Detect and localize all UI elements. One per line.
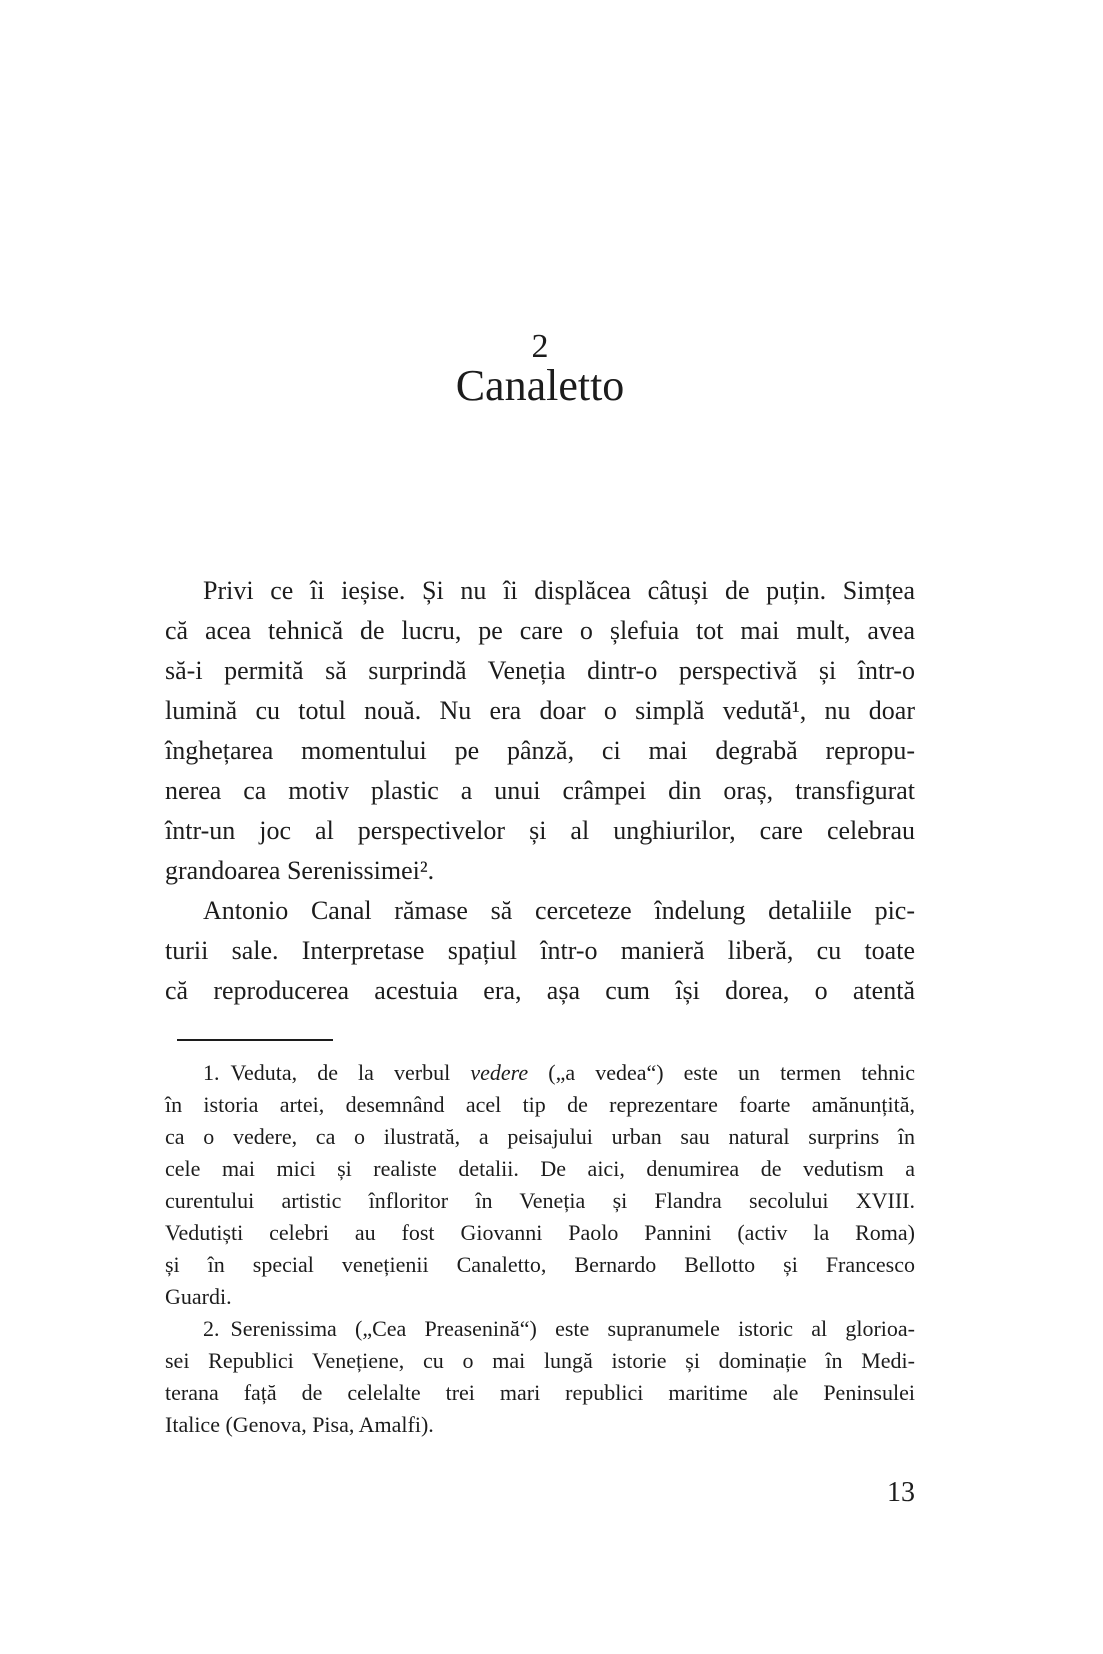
body-line: Privi ce îi ieșise. Și nu îi displăcea câtuși de puțin. Simțea [203, 576, 915, 605]
body-line: turii sale. Interpretase spațiul într-o manieră liberă, cu toate [165, 936, 915, 965]
footnote-line: terana față de celelalte trei mari republici maritime ale Peninsulei [165, 1380, 915, 1405]
body-line: înghețarea momentului pe pânză, ci mai degrabă repropu- [165, 736, 915, 765]
body-line: nerea ca motiv plastic a unui crâmpei din oraș, transfigurat [165, 776, 915, 805]
page-number: 13 [887, 1477, 915, 1508]
footnote-separator [177, 1039, 333, 1041]
body-text [165, 571, 915, 1011]
footnote-line: cele mai mici și realiste detalii. De aici, denumirea de vedutism a [165, 1156, 915, 1181]
footnote-line: ca o vedere, ca o ilustrată, a peisajului urban sau natural surprins în [165, 1124, 915, 1149]
footnote-line: Italice (Genova, Pisa, Amalfi). [165, 1412, 434, 1437]
footnotes [165, 1057, 915, 1441]
footnote-line: și în special venețienii Canaletto, Bernardo Bellotto și Francesco [165, 1252, 915, 1277]
footnote-line: Guardi. [165, 1284, 232, 1309]
footnote-line: Vedutiști celebri au fost Giovanni Paolo Pannini (activ la Roma) [165, 1220, 915, 1245]
body-line: grandoarea Serenissimei². [165, 856, 435, 885]
body-line: într-un joc al perspectivelor și al unghiurilor, care celebrau [165, 816, 915, 845]
body-line: Antonio Canal rămase să cerceteze îndelung detaliile pic- [203, 896, 915, 925]
footnote-line: curentului artistic înfloritor în Veneția și Flandra secolului XVIII. [165, 1188, 915, 1213]
footnote-line: 2. Serenissima („Cea Preasenină“) este supranumele istoric al glorioa- [203, 1316, 915, 1341]
footnote-line: 1. Veduta, de la verbul vedere („a vedea“) este un termen tehnic [203, 1060, 915, 1085]
body-line: că reproducerea acestuia era, așa cum își dorea, o atentă [165, 976, 915, 1005]
body-line: că acea tehnică de lucru, pe care o șlefuia tot mai mult, avea [165, 616, 915, 645]
chapter-number: 2 [531, 328, 549, 365]
footnote-line: în istoria artei, desemnând acel tip de reprezentare foarte amănunțită, [165, 1092, 915, 1117]
footnote-line: sei Republici Venețiene, cu o mai lungă istorie și dominație în Medi- [165, 1348, 915, 1373]
chapter-title: Canaletto [455, 361, 625, 410]
body-line: să-i permită să surprindă Veneția dintr-o perspectivă și într-o [165, 656, 915, 685]
body-line: lumină cu totul nouă. Nu era doar o simplă vedută¹, nu doar [165, 696, 915, 725]
